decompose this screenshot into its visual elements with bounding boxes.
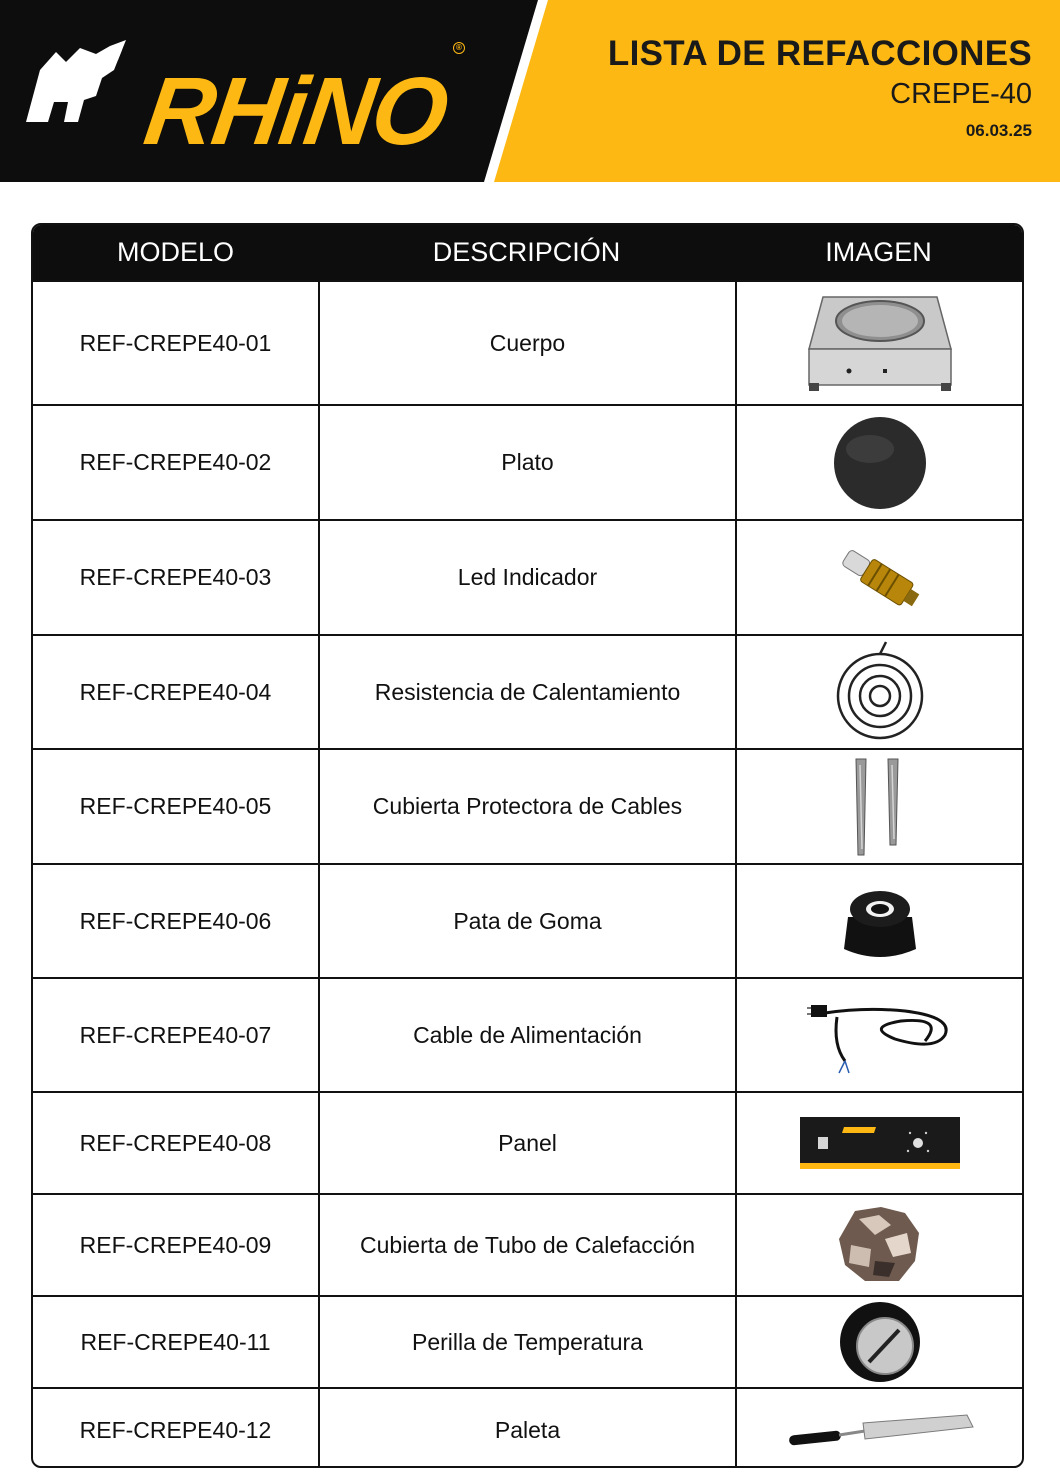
column-header-image: IMAGEN (825, 237, 932, 267)
part-description: Perilla de Temperatura (318, 1297, 735, 1387)
page-header (0, 0, 1060, 182)
spatula-icon (785, 1409, 975, 1453)
control-panel-icon (798, 1113, 962, 1173)
part-model: REF-CREPE40-02 (79, 449, 272, 475)
part-description: Paleta (318, 1389, 735, 1468)
brand-wordmark: RHiNO (138, 58, 453, 165)
temperature-knob-icon (837, 1300, 923, 1384)
table-row (33, 634, 1022, 748)
part-model: REF-CREPE40-05 (79, 793, 272, 819)
title-block (608, 34, 1032, 141)
part-description: Cuerpo (318, 282, 735, 404)
part-description: Plato (318, 406, 735, 519)
table-row (33, 863, 1022, 977)
part-model: REF-CREPE40-06 (79, 907, 272, 934)
table-row (33, 280, 1022, 404)
crepe-body-icon (805, 293, 955, 393)
brand-logo (18, 34, 488, 165)
document-title: LISTA DE REFACCIONES (607, 34, 1032, 73)
part-description: Cubierta de Tubo de Calefacción (318, 1195, 735, 1295)
part-image (735, 636, 1022, 748)
part-image (735, 282, 1022, 404)
table-row (33, 1091, 1022, 1193)
part-image (735, 521, 1022, 634)
power-cord-icon (805, 995, 955, 1075)
heating-coil-icon (830, 640, 930, 744)
part-model: REF-CREPE40-04 (79, 678, 272, 705)
part-image (735, 1195, 1022, 1295)
table-row (33, 519, 1022, 634)
document-date: 06.03.25 (965, 121, 1032, 140)
part-image (735, 979, 1022, 1091)
part-description: Pata de Goma (318, 865, 735, 977)
part-image (735, 865, 1022, 977)
part-description: Cable de Alimentación (318, 979, 735, 1091)
part-description: Resistencia de Calentamiento (318, 636, 735, 748)
part-image (735, 1093, 1022, 1193)
part-model: REF-CREPE40-03 (79, 564, 272, 590)
parts-table (31, 223, 1024, 1468)
part-model: REF-CREPE40-12 (79, 1417, 272, 1443)
part-model: REF-CREPE40-08 (79, 1129, 272, 1156)
cable-cover-icon (850, 755, 910, 859)
part-model: REF-CREPE40-01 (79, 329, 272, 356)
part-model: REF-CREPE40-09 (79, 1231, 272, 1258)
part-description: Led Indicador (318, 521, 735, 634)
plate-icon (830, 415, 930, 511)
part-image (735, 1389, 1022, 1468)
part-image (735, 1297, 1022, 1387)
rhino-icon (18, 40, 128, 130)
table-row (33, 1295, 1022, 1387)
table-row (33, 748, 1022, 863)
part-description: Cubierta Protectora de Cables (318, 750, 735, 863)
column-header-model: MODELO (116, 237, 235, 267)
table-row (33, 404, 1022, 519)
rubber-foot-icon (840, 879, 920, 963)
heating-tube-cover-icon (835, 1205, 925, 1285)
table-row (33, 1387, 1022, 1468)
led-indicator-icon (830, 533, 930, 623)
part-description: Panel (318, 1093, 735, 1193)
registered-mark: ® (453, 42, 465, 54)
table-row (33, 1193, 1022, 1295)
column-header-description: DESCRIPCIÓN (432, 237, 621, 267)
part-image (735, 750, 1022, 863)
table-header-row (33, 225, 1022, 280)
part-model: REF-CREPE40-07 (79, 1021, 272, 1048)
product-model: CREPE-40 (890, 78, 1032, 110)
table-row (33, 977, 1022, 1091)
part-model: REF-CREPE40-11 (80, 1328, 271, 1355)
part-image (735, 406, 1022, 519)
